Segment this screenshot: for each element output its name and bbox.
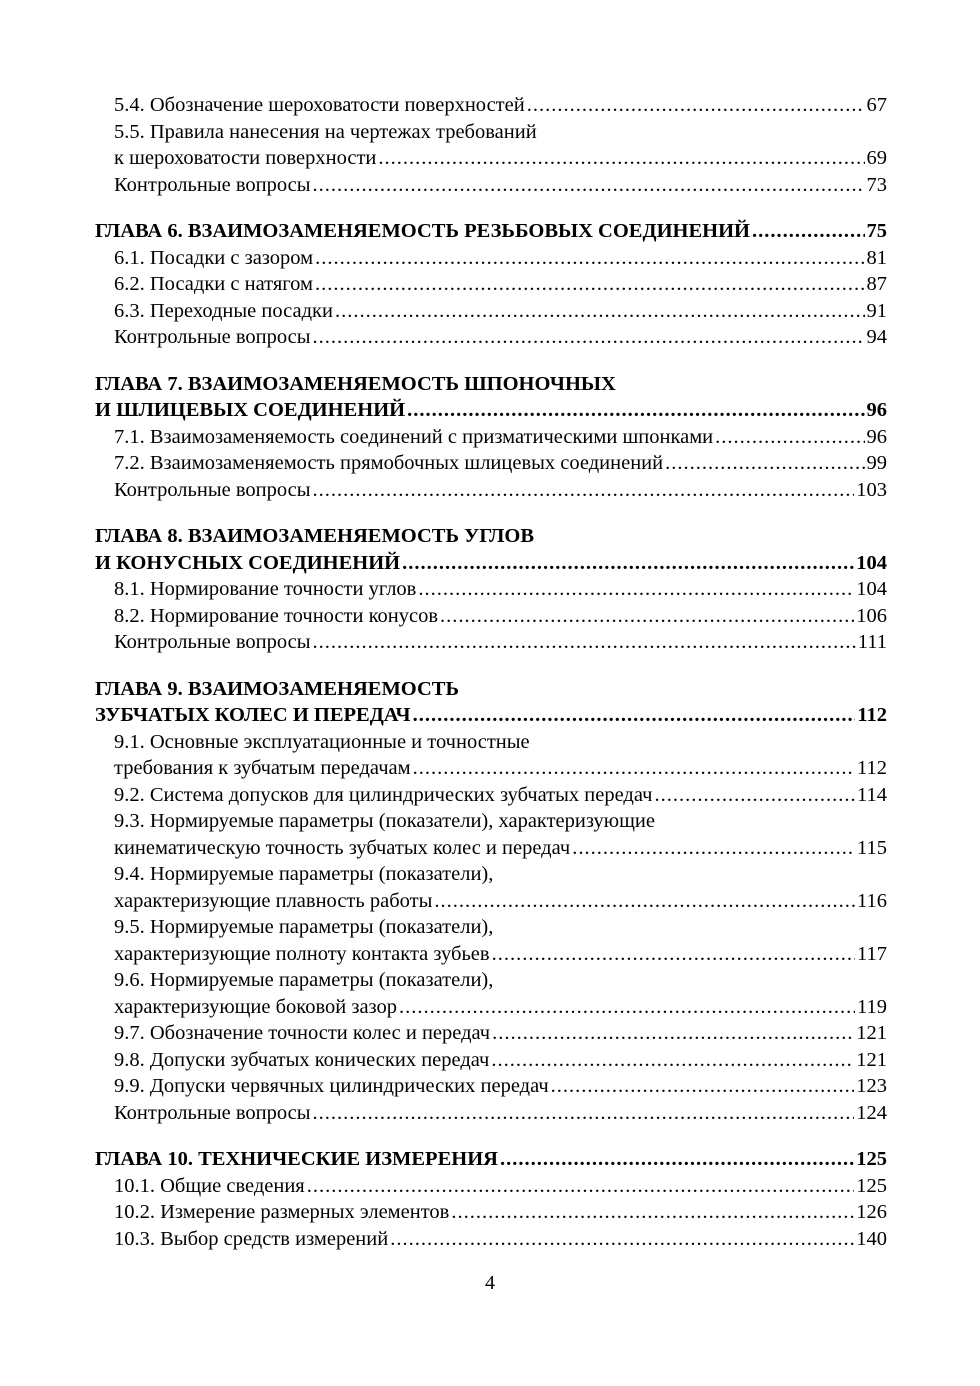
dot-leader	[434, 888, 855, 915]
toc-chapter-9-line1: ГЛАВА 9. ВЗАИМОЗАМЕНЯЕМОСТЬ	[95, 677, 460, 700]
toc-entry-title: 9.9. Допуски червячных цилиндрических передач	[114, 1075, 549, 1097]
toc-entry-9-6	[95, 994, 887, 1021]
toc-entry-6-3	[95, 298, 887, 325]
toc-entry-title: 7.2. Взаимозаменяемость прямобочных шлицевых соединений	[114, 452, 664, 474]
toc-entry-title: Контрольные вопросы	[114, 173, 311, 196]
toc-entry-10-3	[95, 1226, 887, 1253]
toc-entry-page: 96	[866, 425, 887, 448]
toc-entry-page: 94	[866, 326, 887, 348]
toc-entry-9-5-line1: 9.5. Нормируемые параметры (показатели),	[114, 916, 494, 938]
toc-entry-title: 6.2. Посадки с натягом	[114, 273, 313, 295]
toc-entry-10-1	[95, 1173, 887, 1200]
chapter-page: 112	[857, 704, 887, 726]
toc-entry-page: 121	[856, 1022, 887, 1044]
toc-entry-title: требования к зубчатым передачам	[114, 757, 411, 779]
toc-entry-6-1	[95, 245, 887, 272]
dot-leader	[572, 835, 855, 862]
toc-entry-page: 87	[866, 273, 887, 295]
toc-entry-title: 6.1. Посадки с зазором	[114, 246, 314, 269]
chapter-page: 75	[866, 220, 887, 242]
chapter-title: ЗУБЧАТЫХ КОЛЕС И ПЕРЕДАЧ	[95, 704, 411, 726]
dot-leader	[492, 1020, 854, 1047]
toc-entry-page: 116	[857, 889, 887, 912]
dot-leader	[451, 1199, 854, 1226]
toc-entry-9-6-line1: 9.6. Нормируемые параметры (показатели),	[114, 969, 494, 991]
dot-leader	[313, 477, 855, 504]
toc-entry-title: 9.8. Допуски зубчатых конических передач	[114, 1048, 490, 1071]
toc-entry-ch9-questions	[95, 1100, 887, 1127]
dot-leader	[399, 994, 855, 1021]
toc-entry-6-2	[95, 271, 887, 298]
chapter-title: И КОНУСНЫХ СОЕДИНЕНИЙ	[95, 551, 401, 574]
chapter-page: 104	[856, 551, 887, 574]
toc-entry-7-1	[95, 424, 887, 451]
toc-entry-title: 6.3. Переходные посадки	[114, 299, 333, 322]
dot-leader	[413, 755, 855, 782]
toc-entry-title: 5.4. Обозначение шероховатости поверхностей	[114, 94, 525, 116]
toc-entry-page: 67	[866, 94, 887, 116]
dot-leader	[307, 1173, 855, 1200]
toc-entry-9-4-line1: 9.4. Нормируемые параметры (показатели),	[114, 863, 494, 885]
table-of-contents	[95, 92, 887, 1252]
dot-leader	[491, 1047, 854, 1074]
toc-entry-page: 121	[856, 1048, 887, 1071]
dot-leader	[315, 271, 865, 298]
toc-entry-page: 104	[856, 578, 887, 600]
toc-entry-page: 99	[866, 452, 887, 474]
dot-leader	[313, 629, 856, 656]
dot-leader	[390, 1226, 854, 1253]
dot-leader	[402, 550, 854, 577]
toc-entry-9-1	[95, 755, 887, 782]
dot-leader	[551, 1073, 855, 1100]
toc-entry-title: 10.1. Общие сведения	[114, 1174, 305, 1197]
dot-leader	[752, 218, 865, 245]
toc-entry-page: 91	[866, 299, 887, 322]
dot-leader	[500, 1146, 854, 1173]
toc-entry-9-9	[95, 1073, 887, 1100]
toc-entry-9-4	[95, 888, 887, 915]
toc-entry-page: 112	[857, 757, 887, 779]
toc-entry-5-4	[95, 92, 887, 119]
toc-entry-9-5	[95, 941, 887, 968]
toc-chapter-7	[95, 397, 887, 424]
chapter-page: 125	[856, 1148, 887, 1170]
toc-entry-title: Контрольные вопросы	[114, 1101, 311, 1124]
toc-entry-9-3	[95, 835, 887, 862]
toc-chapter-10	[95, 1146, 887, 1173]
toc-entry-page: 123	[856, 1075, 887, 1097]
dot-leader	[440, 603, 854, 630]
toc-entry-page: 119	[857, 995, 887, 1018]
toc-entry-9-8	[95, 1047, 887, 1074]
toc-entry-page: 115	[857, 836, 887, 859]
dot-leader	[378, 145, 864, 172]
chapter-title: ГЛАВА 10. ТЕХНИЧЕСКИЕ ИЗМЕРЕНИЯ	[95, 1148, 498, 1170]
toc-entry-title: характеризующие плавность работы	[114, 889, 433, 912]
chapter-page: 96	[866, 399, 887, 421]
dot-leader	[654, 782, 855, 809]
toc-entry-page: 73	[866, 173, 887, 196]
toc-entry-title: 8.2. Нормирование точности конусов	[114, 604, 439, 627]
toc-entry-page: 117	[857, 942, 887, 965]
toc-entry-5-5-line1: 5.5. Правила нанесения на чертежах требований	[114, 120, 537, 143]
toc-entry-page: 125	[856, 1174, 887, 1197]
toc-entry-title: Контрольные вопросы	[114, 478, 311, 501]
toc-entry-9-3-line1: 9.3. Нормируемые параметры (показатели), характеризующие	[114, 810, 655, 832]
dot-leader	[313, 324, 865, 351]
dot-leader	[492, 941, 855, 968]
toc-entry-title: характеризующие полноту контакта зубьев	[114, 942, 490, 965]
toc-entry-title: 9.7. Обозначение точности колес и передач	[114, 1022, 491, 1044]
toc-entry-title: к шероховатости поверхности	[114, 147, 377, 169]
toc-entry-title: 9.2. Система допусков для цилиндрических зубчатых передач	[114, 783, 653, 806]
toc-entry-title: 7.1. Взаимозаменяемость соединений с призматическими шпонками	[114, 425, 714, 448]
toc-chapter-7-line1: ГЛАВА 7. ВЗАИМОЗАМЕНЯЕМОСТЬ ШПОНОЧНЫХ	[95, 372, 616, 395]
dot-leader	[527, 92, 865, 119]
dot-leader	[413, 702, 856, 729]
toc-entry-page: 114	[857, 783, 887, 806]
toc-entry-ch8-questions	[95, 629, 887, 656]
dot-leader	[407, 397, 864, 424]
toc-entry-title: характеризующие боковой зазор	[114, 995, 398, 1018]
toc-chapter-8	[95, 550, 887, 577]
dot-leader	[665, 450, 864, 477]
toc-entry-page: 106	[856, 604, 887, 627]
dot-leader	[335, 298, 865, 325]
toc-entry-page: 124	[856, 1101, 887, 1124]
toc-entry-8-2	[95, 603, 887, 630]
page-number: 4	[485, 1272, 495, 1294]
toc-entry-9-7	[95, 1020, 887, 1047]
dot-leader	[418, 576, 854, 603]
toc-entry-5-5	[95, 145, 887, 172]
dot-leader	[313, 172, 865, 199]
toc-entry-10-2	[95, 1199, 887, 1226]
toc-entry-9-1-line1: 9.1. Основные эксплуатационные и точностные	[114, 730, 530, 753]
toc-chapter-9	[95, 702, 887, 729]
toc-entry-ch7-questions	[95, 477, 887, 504]
chapter-title: ГЛАВА 6. ВЗАИМОЗАМЕНЯЕМОСТЬ РЕЗЬБОВЫХ СОЕДИНЕНИЙ	[95, 220, 750, 242]
dot-leader	[315, 245, 864, 272]
dot-leader	[313, 1100, 855, 1127]
toc-entry-7-2	[95, 450, 887, 477]
toc-entry-8-1	[95, 576, 887, 603]
toc-entry-title: 10.3. Выбор средств измерений	[114, 1227, 389, 1250]
toc-entry-page: 69	[866, 147, 887, 169]
toc-entry-9-2	[95, 782, 887, 809]
toc-chapter-6	[95, 218, 887, 245]
toc-entry-title: кинематическую точность зубчатых колес и передач	[114, 836, 571, 859]
toc-chapter-8-line1: ГЛАВА 8. ВЗАИМОЗАМЕНЯЕМОСТЬ УГЛОВ	[95, 525, 535, 547]
chapter-title: И ШЛИЦЕВЫХ СОЕДИНЕНИЙ	[95, 399, 406, 421]
dot-leader	[715, 424, 864, 451]
toc-entry-ch6-questions	[95, 324, 887, 351]
toc-entry-page: 126	[856, 1201, 887, 1223]
toc-entry-page: 81	[866, 246, 887, 269]
toc-entry-title: 10.2. Измерение размерных элементов	[114, 1201, 450, 1223]
toc-entry-ch5-questions	[95, 172, 887, 199]
toc-entry-page: 111	[857, 631, 887, 653]
toc-entry-page: 140	[856, 1227, 887, 1250]
toc-entry-title: 8.1. Нормирование точности углов	[114, 578, 417, 600]
toc-entry-page: 103	[856, 478, 887, 501]
toc-entry-title: Контрольные вопросы	[114, 326, 311, 348]
toc-entry-title: Контрольные вопросы	[114, 631, 311, 653]
